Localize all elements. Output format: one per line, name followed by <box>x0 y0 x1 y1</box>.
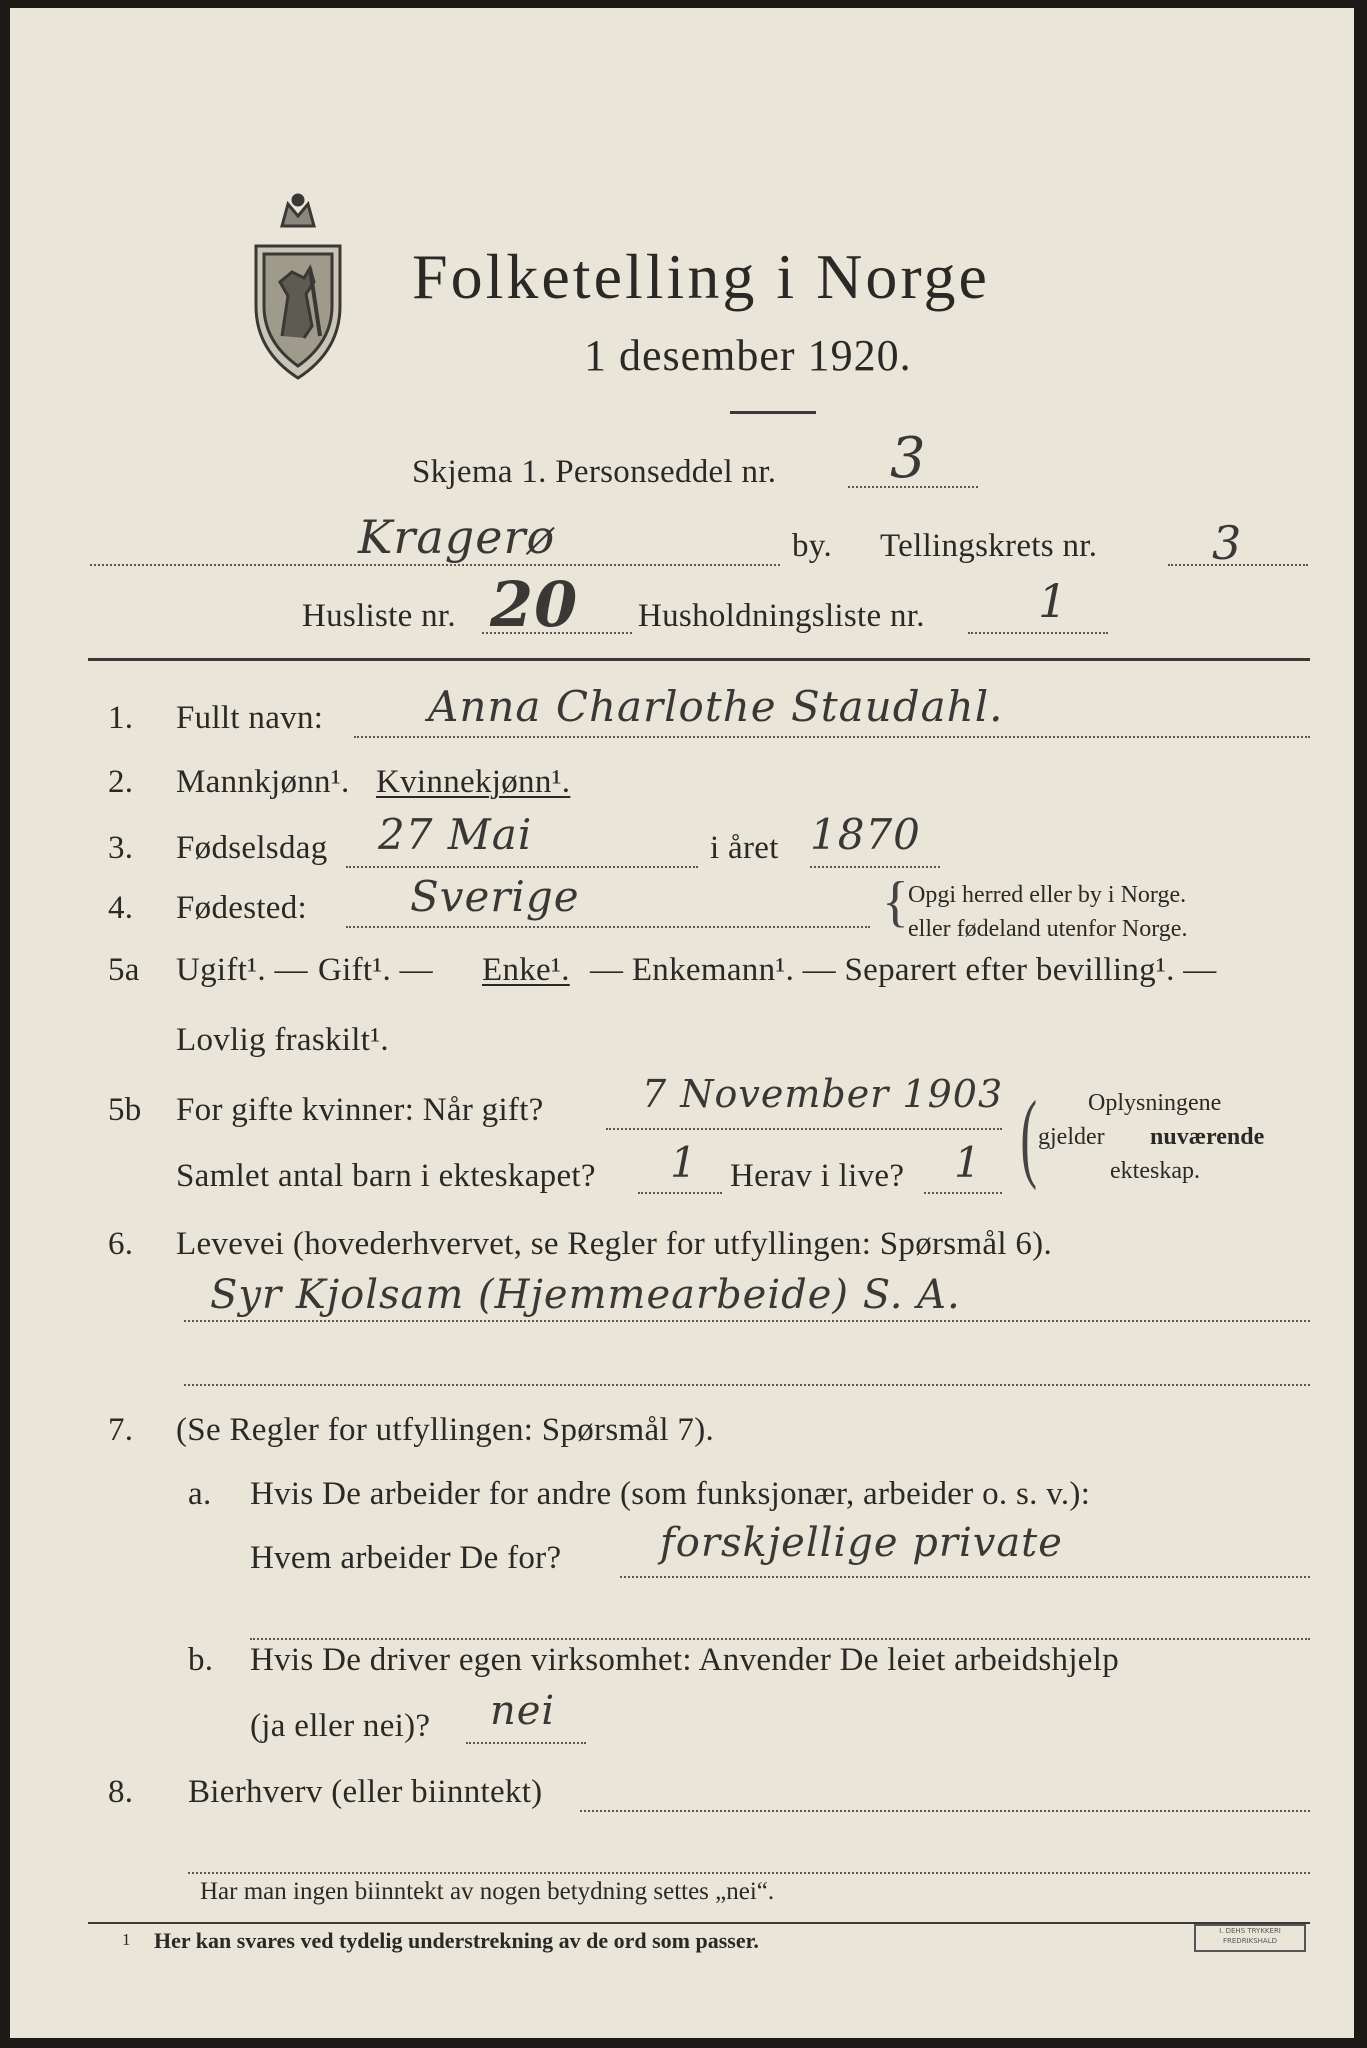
q5a-gift: Gift¹. — <box>318 952 433 988</box>
header-divider <box>88 658 1310 661</box>
q5b-barn-value: 1 <box>670 1138 698 1187</box>
q1-label: Fullt navn: <box>176 700 324 736</box>
q2-number: 2. <box>108 764 134 800</box>
q3-number: 3. <box>108 830 134 866</box>
q3-year-label: i året <box>710 830 779 866</box>
city-line <box>90 564 780 566</box>
tellingskrets-value: 3 <box>1212 516 1243 570</box>
q4-line <box>346 926 870 928</box>
q1-line <box>354 736 1310 738</box>
q3-day-line <box>346 866 698 868</box>
q5b-barn-label: Samlet antal barn i ekteskapet? <box>176 1158 596 1194</box>
q5a-number: 5a <box>108 952 140 988</box>
by-label: by. <box>792 528 833 564</box>
nei-note: Har man ingen biinntekt av nogen betydning settes „nei“. <box>200 1878 775 1905</box>
q8-label: Bierhverv (eller biinntekt) <box>188 1774 543 1810</box>
husholdningsliste-line <box>968 632 1108 634</box>
tellingskrets-label: Tellingskrets nr. <box>880 528 1098 564</box>
q5b-live-value: 1 <box>954 1138 982 1187</box>
title-divider <box>730 411 816 414</box>
q1-number: 1. <box>108 700 134 736</box>
husliste-label: Husliste nr. <box>302 598 456 634</box>
q7b-answer-value: nei <box>490 1688 556 1734</box>
q5a-enke-underlined: Enke¹. <box>482 952 570 988</box>
q5b-note-line1: Oplysningene <box>1088 1090 1222 1116</box>
q4-note-line1: Opgi herred eller by i Norge. <box>908 882 1187 908</box>
q7-number: 7. <box>108 1412 134 1448</box>
q4-note-line2: eller fødeland utenfor Norge. <box>908 916 1188 942</box>
skjema-label: Skjema 1. Personseddel nr. <box>412 454 777 490</box>
q5b-note-line2b: nuværende <box>1150 1124 1265 1150</box>
q5b-note-line2a: gjelder <box>1038 1124 1105 1150</box>
footnote-mark: 1 <box>122 1930 131 1949</box>
q2-kvinnekjonn-underlined: Kvinnekjønn¹. <box>376 764 571 800</box>
q4-label: Fødested: <box>176 890 308 926</box>
q3-year-value: 1870 <box>810 810 921 859</box>
q8-line2 <box>188 1872 1310 1874</box>
printer-stamp-line1: I. DEHS TRYKKERI <box>1219 1927 1281 1935</box>
census-form-page <box>10 8 1354 2038</box>
q7a-employer-value: forskjellige private <box>660 1520 1063 1566</box>
husholdningsliste-value: 1 <box>1038 574 1069 628</box>
husholdningsliste-label: Husholdningsliste nr. <box>638 598 925 634</box>
q4-birthplace-value: Sverige <box>410 872 580 921</box>
q3-birthday-value: 27 Mai <box>378 810 533 859</box>
footnote-divider <box>88 1922 1310 1924</box>
q7-label: (Se Regler for utfyllingen: Spørsmål 7). <box>176 1412 715 1448</box>
q5b-label: For gifte kvinner: Når gift? <box>176 1092 544 1128</box>
q5b-live-line <box>924 1192 1002 1194</box>
q1-full-name-value: Anna Charlothe Staudahl. <box>428 682 1004 731</box>
q7a-text: Hvis De arbeider for andre (som funksjonær, arbeider o. s. v.): <box>250 1476 1091 1512</box>
q5b-married-line <box>606 1128 1002 1130</box>
q5b-barn-line <box>638 1192 722 1194</box>
q7a-line1 <box>620 1576 1310 1578</box>
footnote-text: Her kan svares ved tydelig understrekning av de ord som passer. <box>154 1928 759 1953</box>
form-title: Folketelling i Norge <box>412 241 990 312</box>
q2-mannkjonn: Mannkjønn¹. <box>176 764 350 800</box>
q3-label: Fødselsdag <box>176 830 328 866</box>
q5a-ugift: Ugift¹. — <box>176 952 308 988</box>
q7b-letter: b. <box>188 1642 214 1678</box>
q6-line1 <box>184 1320 1310 1322</box>
q6-number: 6. <box>108 1226 134 1262</box>
q5a-lovlig-fraskilt: Lovlig fraskilt¹. <box>176 1022 389 1058</box>
skjema-value: 3 <box>890 426 927 491</box>
q5b-married-value: 7 November 1903 <box>642 1072 1004 1116</box>
printer-stamp <box>1194 1924 1306 1952</box>
q7a-line2 <box>250 1638 1310 1640</box>
q8-number: 8. <box>108 1774 134 1810</box>
q5b-note-line3: ekteskap. <box>1110 1158 1200 1184</box>
q8-line1 <box>580 1810 1310 1812</box>
q5b-live-label: Herav i live? <box>730 1158 905 1194</box>
q7a-question: Hvem arbeider De for? <box>250 1540 562 1576</box>
norwegian-coat-of-arms-icon <box>248 186 348 386</box>
q4-note-brace: { <box>882 871 909 933</box>
q4-number: 4. <box>108 890 134 926</box>
q5b-note-brace: ( <box>1020 1080 1037 1191</box>
q7b-line <box>466 1742 586 1744</box>
q7a-letter: a. <box>188 1476 212 1512</box>
husliste-value: 20 <box>490 568 579 641</box>
city-value: Kragerø <box>358 510 556 564</box>
q7b-text: Hvis De driver egen virksomhet: Anvender De leiet arbeidshjelp <box>250 1642 1120 1678</box>
form-subtitle: 1 desember 1920. <box>584 331 912 380</box>
q6-occupation-value: Syr Kjolsam (Hjemmearbeide) S. A. <box>210 1272 961 1318</box>
q3-year-line <box>810 866 940 868</box>
q6-label: Levevei (hovederhvervet, se Regler for utfyllingen: Spørsmål 6). <box>176 1226 1053 1262</box>
printer-stamp-line2: FREDRIKSHALD <box>1222 1937 1277 1945</box>
q6-line2 <box>184 1384 1310 1386</box>
q5a-rest: — Enkemann¹. — Separert efter bevilling¹. — <box>590 952 1217 988</box>
q5b-number: 5b <box>108 1092 142 1128</box>
q7b-question: (ja eller nei)? <box>250 1708 431 1744</box>
